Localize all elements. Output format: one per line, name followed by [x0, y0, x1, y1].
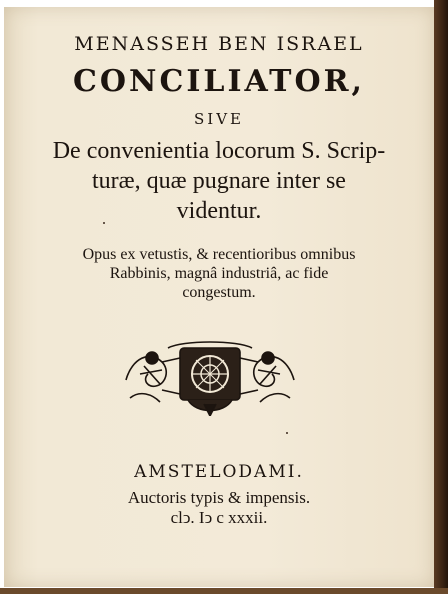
subtitle-line-2: turæ, quæ pugnare inter se	[92, 168, 346, 194]
book-bottom-edge	[0, 588, 448, 594]
description-line-2: Rabbinis, magnâ industriâ, ac fide	[109, 265, 329, 282]
description-line-1: Opus ex vetustis, & recentioribus omnibus	[82, 246, 356, 263]
imprint-date: clↄ. Iↄ c xxxii.	[170, 508, 268, 527]
printer-device-ornament	[122, 340, 298, 416]
paper-speck	[103, 222, 105, 224]
book-title: CONCILIATOR,	[73, 64, 365, 99]
imprint-publisher: Auctoris typis & impensis.	[127, 488, 311, 507]
author-name: MENASSEH BEN ISRAEL	[74, 33, 364, 55]
book-spine-edge	[434, 0, 448, 594]
subtitle-line-1: De convenientia locorum S. Scrip-	[52, 138, 386, 164]
imprint-place: AMSTELODAMI.	[134, 462, 304, 482]
description-line-3: congestum.	[182, 284, 256, 301]
paper-speck	[286, 432, 288, 434]
title-conjunction: SIVE	[194, 110, 244, 128]
subtitle-line-3: videntur.	[176, 198, 262, 224]
